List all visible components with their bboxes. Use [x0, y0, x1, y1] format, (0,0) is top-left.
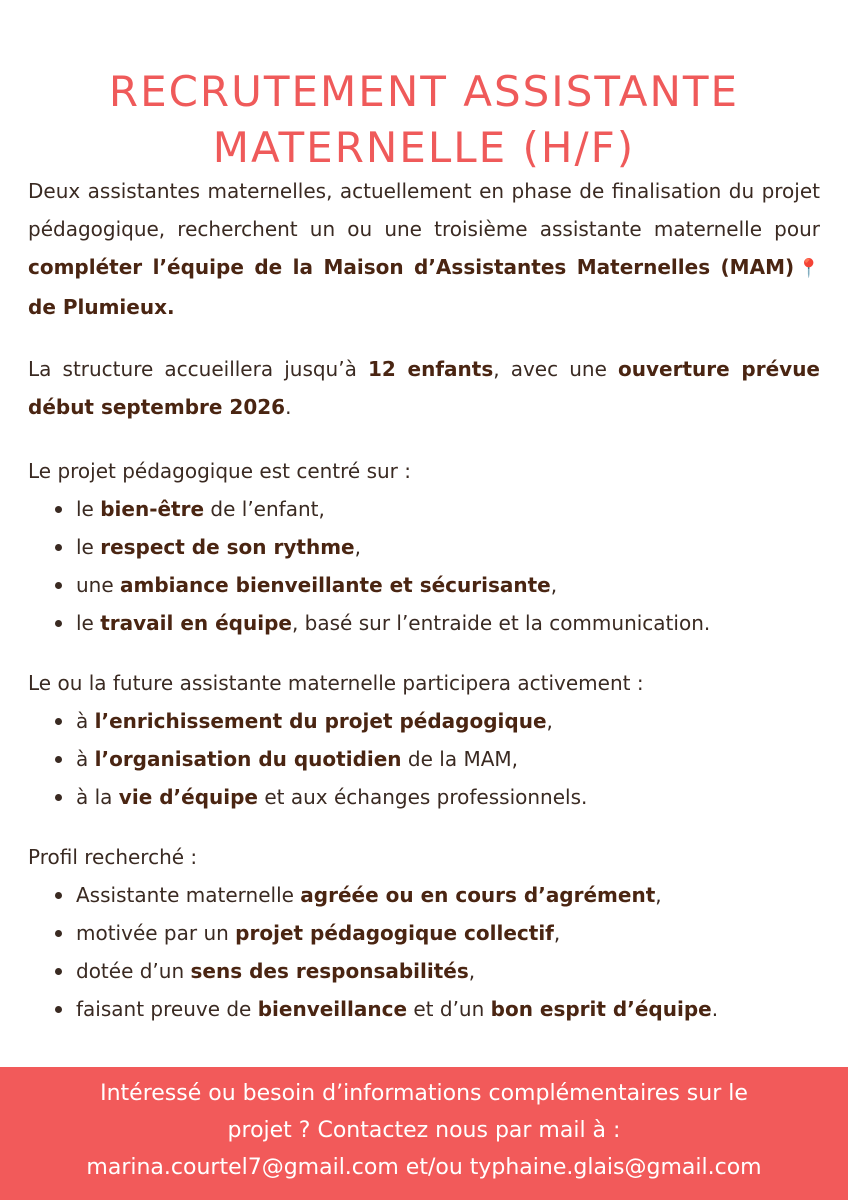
item-text: , — [655, 883, 662, 907]
structure-bold-2: ouverture prévue début septembre 2026 — [28, 357, 820, 419]
list-item — [28, 490, 820, 528]
item-bold: bienveillance — [257, 997, 408, 1021]
item-text: le — [76, 535, 101, 559]
list-item — [28, 990, 820, 1028]
item-text: le — [76, 611, 101, 635]
structure-text — [28, 350, 820, 426]
projet-list — [28, 490, 820, 642]
item-bold: bon esprit d’équipe — [490, 997, 712, 1021]
projet-lead: Le projet pédagogique est centré sur : — [28, 459, 411, 483]
item-bold: sens des responsabilités — [190, 959, 469, 983]
item-bold: bien-être — [100, 497, 205, 521]
item-bold: l’enrichissement du projet pédagogique — [94, 709, 547, 733]
list-item — [28, 778, 820, 816]
main-content — [28, 172, 820, 1050]
item-bold: projet pédagogique collectif — [235, 921, 554, 945]
list-item — [28, 566, 820, 604]
item-text: , — [553, 921, 561, 945]
participation-list — [28, 702, 820, 816]
intro-bold-2: de Plumieux. — [28, 295, 175, 319]
map-pin-icon: 📍 — [794, 258, 820, 279]
item-text: faisant preuve de — [76, 997, 258, 1021]
item-text: , — [550, 573, 558, 597]
item-text: motivée par un — [76, 921, 236, 945]
intro-text-1: Deux assistantes maternelles, actuellement en phase de finalisation du projet pédagogique, recherchent un ou une troisième assistante maternelle pour — [28, 179, 820, 241]
item-text: dotée d’un — [76, 959, 191, 983]
structure-paragraph — [28, 350, 820, 426]
structure-bold-1: 12 enfants — [367, 357, 494, 381]
item-text: , — [468, 959, 476, 983]
item-bold: vie d’équipe — [118, 785, 258, 809]
title-line-1: RECRUTEMENT ASSISTANTE — [108, 67, 740, 117]
item-text: de l’enfant, — [204, 497, 325, 521]
item-bold: travail en équipe — [100, 611, 292, 635]
item-text: de la MAM, — [401, 747, 518, 771]
item-text: à — [76, 709, 95, 733]
list-item — [28, 914, 820, 952]
item-text: , — [354, 535, 361, 559]
intro-paragraph — [28, 172, 820, 324]
projet-section — [28, 452, 820, 642]
footer-line-1: Intéressé ou besoin d’informations complémentaires sur le — [100, 1081, 748, 1106]
item-text: et d’un — [407, 997, 491, 1021]
intro-text — [28, 172, 820, 326]
contact-footer — [0, 1067, 848, 1200]
item-text: une — [76, 573, 121, 597]
profil-section — [28, 838, 820, 1028]
item-bold: respect de son rythme — [100, 535, 355, 559]
profil-lead: Profil recherché : — [28, 845, 198, 869]
list-item — [28, 876, 820, 914]
item-text: , basé sur l’entraide et la communication. — [291, 611, 711, 635]
footer-emails[interactable]: marina.courtel7@gmail.com et/ou typhaine.glais@gmail.com — [86, 1155, 762, 1180]
item-text: , — [546, 709, 553, 733]
item-bold: l’organisation du quotidien — [94, 747, 402, 771]
title-line-2: MATERNELLE (H/F) — [212, 123, 636, 173]
structure-text-2: , avec une — [493, 357, 619, 381]
participation-lead: Le ou la future assistante maternelle participera activement : — [28, 671, 644, 695]
footer-line-2: projet ? Contactez nous par mail à : — [227, 1118, 621, 1143]
item-text: le — [76, 497, 101, 521]
item-text: et aux échanges professionnels. — [258, 785, 588, 809]
page-title — [0, 64, 848, 176]
profil-list — [28, 876, 820, 1028]
list-item — [28, 702, 820, 740]
item-text: Assistante maternelle — [76, 883, 301, 907]
item-text: à — [76, 747, 95, 771]
participation-section — [28, 664, 820, 816]
list-item — [28, 528, 820, 566]
list-item — [28, 604, 820, 642]
list-item — [28, 740, 820, 778]
item-text: . — [711, 997, 719, 1021]
item-text: à la — [76, 785, 119, 809]
intro-bold-1: compléter l’équipe de la Maison d’Assistantes Maternelles (MAM) — [28, 255, 795, 279]
structure-text-1: La structure accueillera jusqu’à — [28, 357, 368, 381]
structure-text-3: . — [285, 395, 292, 419]
item-bold: ambiance bienveillante et sécurisante — [120, 573, 551, 597]
list-item — [28, 952, 820, 990]
item-bold: agréée ou en cours d’agrément — [300, 883, 656, 907]
